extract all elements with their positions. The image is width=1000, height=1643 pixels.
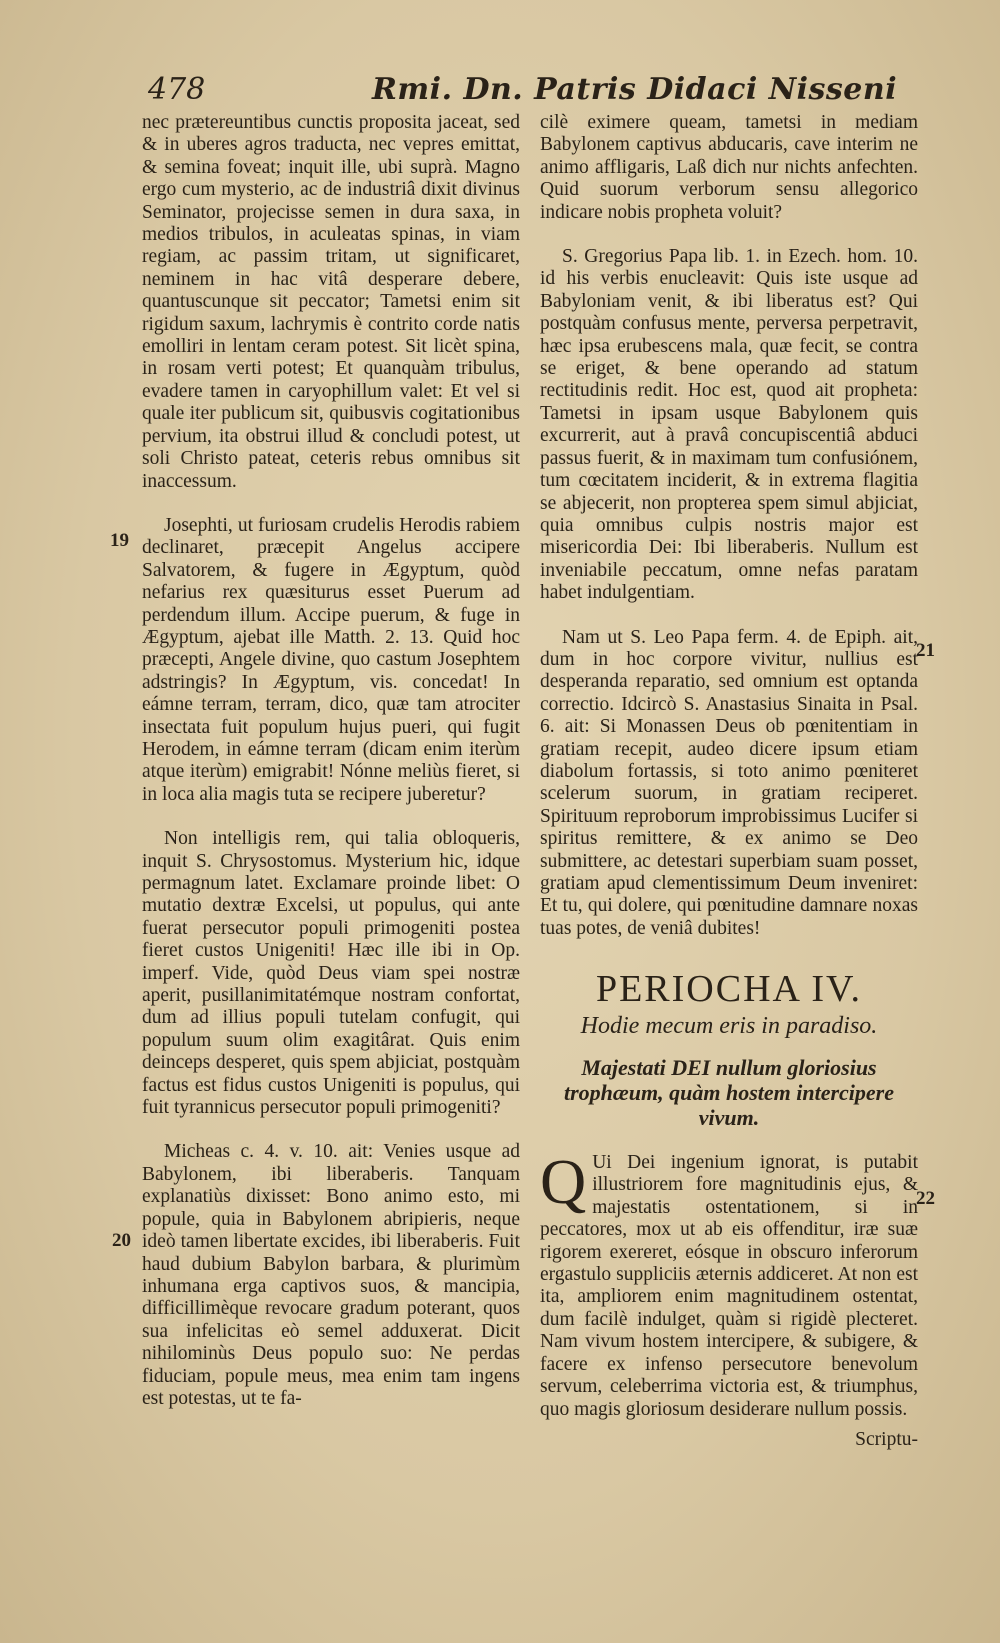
section-number: 20 <box>112 1230 131 1251</box>
paragraph-text: Ui Dei ingenium ignorat, is putabit illustriorem fore magnitudinis ejus, & majestatis ostentationem, si in peccatores, mox ut ab eis offenditur, iræ suæ rigorem exereret, eósque in obscuro inferorum ergastulo suppliciis æternis addiceret. At non est ita, ampliorem enim magnitudinem ostentat, dum facilè indulget, quàm si rigidè plecteret. Nam vivum hostem intercipere, & subigere, & facere ex infenso persecutore benevolum servum, celeberrima victoria est, & triumphus, quo magis gloriosum desiderare nullum possis. <box>540 1152 918 1420</box>
paragraph: Non intelligis rem, qui talia obloqueris, inquit S. Chrysostomus. Mysterium hic, idque permagnum latet. Exclamare proinde libet: O mutatio dextræ Excelsi, ut populus, qui ante fuerat persecutor populi primogeniti postea fieret custos Unigeniti! Hæc ille ibi in Op. imperf. Vide, quòd Deus viam spei nostræ aperit, pusillanimitatémque nostram confortat, dum ad illius populi tutelam confugit, qui populum suum olim exagitârat. Quis enim deinceps desperet, quis spem abjiciat, postquàm factus est fidus custos Unigeniti is populus, qui fuit tyrannicus persecutor populi primogeniti? <box>142 828 520 1119</box>
paragraph <box>540 1146 918 1421</box>
section-number: 21 <box>916 640 935 661</box>
catchword: Scriptu- <box>855 1428 918 1450</box>
page-number: 478 <box>148 72 206 107</box>
section-subtitle: Hodie mecum eris in paradiso. <box>580 1012 878 1039</box>
running-title: Rmi. Dn. Patris Didaci Nisseni <box>372 72 898 107</box>
paragraph: cilè eximere queam, tametsi in mediam Babylonem captivus abducaris, cave interim ne animo affligaris, Laß dich nur nichts anfechten. Quid suorum verborum sensu allegorico indicare nobis propheta voluit? <box>540 112 918 223</box>
section-heading: PERIOCHA IV. <box>595 968 863 1011</box>
paragraph: Josephti, ut furiosam crudelis Herodis rabiem declinaret, præcepit Angelus accipere Salvatorem, & fugere in Ægyptum, quòd nefarius rex quæsiturus esset Puerum ad perdendum illum. Accipe puerum, & fuge in Ægyptum, ajebat ille Matth. 2. 13. Quid hoc præcepti, Angele divine, quo castum Josephtem adstringis? In Ægyptum, vis. concedat! In eámne terram, terram, dico, quæ tam atrociter insectata fuit populum hujus pueri, qui fugit Herodem, in eámne terram (dicam enim iterùm atque iterùm) emigrabit! Nónne meliùs fieret, si in loca alia magis tuta se recipere juberetur? <box>142 514 520 805</box>
paragraph: S. Gregorius Papa lib. 1. in Ezech. hom. 10. id his verbis enucleavit: Quis iste usque ad Babyloniam venit, & ibi liberatus est? Qui postquàm confusus mente, perversa perpetravit, hæc ipsa erubescens mala, quæ fecit, se contra se eriget, & bene operando ad statum rectitudinis redit. Hoc est, quod ait propheta: Tametsi in ipsam usque Babylonem quis excurrerit, aut à pravâ concupiscentiâ abduci passus fuerit, & in maximam tum confusiónem, tum cœcitatem inciderit, & in extrema flagitia se abjecerit, non propterea spem simul abjiciat, quia omnibus culpis nostris major est misericordia Dei: Ibi liberaberis. Nullum est inveniabile peccatum, omne nefas paratam habet indulgentiam. <box>540 246 918 604</box>
paragraph: Nam ut S. Leo Papa ferm. 4. de Epiph. ait, dum in hoc corpore vivitur, nullius est desperanda reparatio, sed omnium est optanda correctio. Idcircò S. Anastasius Sinaita in Psal. 6. ait: Si Monassen Deus ob pœnitentiam in gratiam recepit, audeo dicere ipsum etiam diabolum fortassis, si toto animo pœniteret scelerum suorum, in gratiam reciperet. Spirituum reproborum improbissimus Lucifer si spiritus remittere, & ex animo se Deo submittere, ac detestari superbiam suam posset, gratiam apud clementissimum Deum inveniret: Et tu, qui dolere, qui pœnitudine damnare noxas tuas potes, de veniâ dubites! <box>540 626 918 939</box>
section-motto: Majestati DEI nullum gloriosius trophæum, quàm hostem intercipere vivum. <box>563 1055 895 1131</box>
drop-cap: Q <box>540 1146 587 1218</box>
paragraph: nec prætereuntibus cunctis proposita jaceat, sed & in uberes agros traducta, nec vepres emittat, & semina foveat; inquit ille, ubi suprà. Magno ergo cum mysterio, ac de industriâ dixit divinus Seminator, projecisse semen in dura saxa, in medios tribulos, in aculeatas spinas, in viam regiam, ac passim tritam, ut significaret, neminem in hac vitâ desperare debere, quantuscunque sit peccator; Tametsi enim sit rigidum saxum, lachrymis è contrito corde natis emolliri in lentam ceram potest. Sit licèt spina, in rosam verti potest; Et quanquàm tribulus, evadere tamen in caryophillum valet: Et vel si quale iter publicum sit, quibusvis cogitationibus pervium, ita obstrui illud & concludi potest, ut soli Christo pateat, ceteris rebus omnibus sit inaccessum. <box>142 112 520 492</box>
page-header <box>140 72 930 112</box>
section-number: 19 <box>110 530 129 551</box>
right-column <box>540 112 918 1451</box>
paragraph: Micheas c. 4. v. 10. ait: Venies usque ad Babylonem, ibi liberaberis. Tanquam explanatiùs dixisset: Bono animo esto, mi popule, quia in Babylonem abripieris, neque ideò tamen libertate excides, ibi liberaberis. Fuit haud dubium Babylon barbara, & plurimùm inhumana erga captivos suos, & mancipia, difficillimèque revocare gradum poterant, quos sua infelicitas eò semel adduxerat. Dicit nihilominùs Deus populo suo: Ne perdas fiduciam, popule meus, mea enim tam ingens est potestas, ut te fa- <box>142 1141 520 1409</box>
left-column <box>142 112 520 1432</box>
section-number: 22 <box>916 1188 935 1209</box>
